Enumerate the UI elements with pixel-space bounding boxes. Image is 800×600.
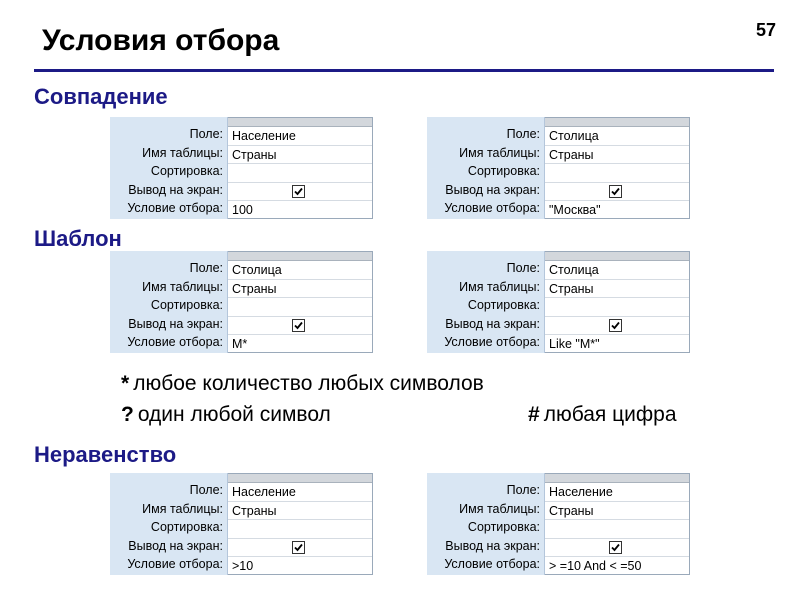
- sort-cell[interactable]: [545, 298, 689, 317]
- field-cell[interactable]: Столица: [545, 261, 689, 280]
- field-cell[interactable]: Население: [228, 483, 372, 502]
- grid-labels: [427, 117, 545, 219]
- section-heading-pattern: Шаблон: [34, 226, 122, 251]
- label-table: Имя таблицы:: [459, 501, 540, 516]
- criteria-cell[interactable]: М*: [232, 337, 248, 352]
- label-sort: Сортировка:: [150, 298, 223, 313]
- column-selector[interactable]: [228, 118, 372, 127]
- field-cell[interactable]: Население: [545, 483, 689, 502]
- check-icon: [293, 186, 304, 197]
- label-field: Поле:: [189, 127, 223, 141]
- check-icon: [610, 542, 621, 553]
- check-icon: [610, 320, 621, 331]
- column-selector[interactable]: [545, 252, 689, 261]
- grid-values: [228, 251, 373, 353]
- grid-values: [228, 117, 373, 219]
- label-sort: Сортировка:: [467, 298, 540, 313]
- label-table: Имя таблицы:: [459, 279, 540, 294]
- slide-title: Условия отбора: [42, 24, 280, 57]
- page-number: 57: [756, 20, 777, 40]
- check-icon: [293, 542, 304, 553]
- table-cell[interactable]: Страны: [228, 146, 372, 165]
- legend-question: [121, 403, 331, 427]
- label-sort: Сортировка:: [150, 520, 223, 535]
- grid-labels: [110, 473, 228, 575]
- show-cell[interactable]: [228, 539, 372, 558]
- legend-hash: [528, 403, 677, 427]
- field-cell[interactable]: Население: [228, 127, 372, 146]
- show-cell[interactable]: [545, 317, 689, 336]
- title-rule: [34, 69, 774, 72]
- show-checkbox[interactable]: [292, 319, 305, 332]
- label-criteria: Условие отбора:: [444, 335, 540, 350]
- table-cell[interactable]: Страны: [228, 280, 372, 299]
- label-sort: Сортировка:: [467, 520, 540, 535]
- check-icon: [293, 320, 304, 331]
- grid-labels: [427, 251, 545, 353]
- sort-cell[interactable]: [228, 298, 372, 317]
- label-table: Имя таблицы:: [142, 279, 223, 294]
- check-icon: [610, 186, 621, 197]
- question-symbol: ?: [121, 403, 134, 426]
- field-cell[interactable]: Столица: [545, 127, 689, 146]
- show-cell[interactable]: [545, 539, 689, 558]
- query-grid-inequality-2: [427, 473, 690, 575]
- label-show: Вывод на экран:: [445, 316, 540, 331]
- table-cell[interactable]: Страны: [545, 146, 689, 165]
- show-checkbox[interactable]: [292, 185, 305, 198]
- show-cell[interactable]: [545, 183, 689, 202]
- label-criteria: Условие отбора:: [127, 557, 223, 572]
- grid-values: [545, 251, 690, 353]
- table-cell[interactable]: Страны: [228, 502, 372, 521]
- query-grid-match-2: [427, 117, 690, 219]
- table-cell[interactable]: Страны: [545, 280, 689, 299]
- sort-cell[interactable]: [228, 164, 372, 183]
- label-table: Имя таблицы:: [142, 501, 223, 516]
- star-text: любое количество любых символов: [133, 372, 484, 395]
- label-field: Поле:: [506, 261, 540, 275]
- grid-labels: [110, 117, 228, 219]
- label-field: Поле:: [506, 127, 540, 141]
- label-sort: Сортировка:: [150, 164, 223, 179]
- label-table: Имя таблицы:: [459, 145, 540, 160]
- label-show: Вывод на экран:: [445, 182, 540, 197]
- show-cell[interactable]: [228, 317, 372, 336]
- section-heading-inequality: Неравенство: [34, 442, 177, 467]
- column-selector[interactable]: [228, 252, 372, 261]
- label-table: Имя таблицы:: [142, 145, 223, 160]
- criteria-cell[interactable]: 100: [232, 203, 253, 218]
- label-show: Вывод на экран:: [128, 316, 223, 331]
- hash-text: любая цифра: [543, 403, 677, 426]
- label-field: Поле:: [506, 483, 540, 497]
- star-symbol: *: [121, 372, 130, 395]
- show-cell[interactable]: [228, 183, 372, 202]
- field-cell[interactable]: Столица: [228, 261, 372, 280]
- criteria-cell[interactable]: "Москва": [549, 203, 601, 218]
- criteria-cell[interactable]: >10: [232, 559, 254, 574]
- column-selector[interactable]: [545, 474, 689, 483]
- grid-values: [228, 473, 373, 575]
- show-checkbox[interactable]: [292, 541, 305, 554]
- table-cell[interactable]: Страны: [545, 502, 689, 521]
- criteria-cell[interactable]: > =10 And < =50: [549, 559, 642, 574]
- show-checkbox[interactable]: [609, 541, 622, 554]
- question-text: один любой символ: [137, 403, 331, 426]
- label-show: Вывод на экран:: [128, 538, 223, 553]
- column-selector[interactable]: [228, 474, 372, 483]
- section-heading-match: Совпадение: [34, 84, 168, 109]
- grid-values: [545, 117, 690, 219]
- show-checkbox[interactable]: [609, 319, 622, 332]
- grid-labels: [427, 473, 545, 575]
- grid-labels: [110, 251, 228, 353]
- query-grid-inequality-1: [110, 473, 373, 575]
- legend-star: [121, 372, 484, 396]
- label-sort: Сортировка:: [467, 164, 540, 179]
- label-field: Поле:: [189, 261, 223, 275]
- label-field: Поле:: [189, 483, 223, 497]
- query-grid-pattern-2: [427, 251, 690, 353]
- show-checkbox[interactable]: [609, 185, 622, 198]
- label-criteria: Условие отбора:: [127, 335, 223, 350]
- label-show: Вывод на экран:: [128, 182, 223, 197]
- label-criteria: Условие отбора:: [444, 557, 540, 572]
- sort-cell[interactable]: [545, 520, 689, 539]
- query-grid-pattern-1: [110, 251, 373, 353]
- criteria-cell[interactable]: Like "М*": [549, 337, 600, 352]
- query-grid-match-1: [110, 117, 373, 219]
- hash-symbol: #: [528, 403, 540, 426]
- label-criteria: Условие отбора:: [444, 201, 540, 216]
- sort-cell[interactable]: [228, 520, 372, 539]
- column-selector[interactable]: [545, 118, 689, 127]
- grid-values: [545, 473, 690, 575]
- sort-cell[interactable]: [545, 164, 689, 183]
- label-criteria: Условие отбора:: [127, 201, 223, 216]
- label-show: Вывод на экран:: [445, 538, 540, 553]
